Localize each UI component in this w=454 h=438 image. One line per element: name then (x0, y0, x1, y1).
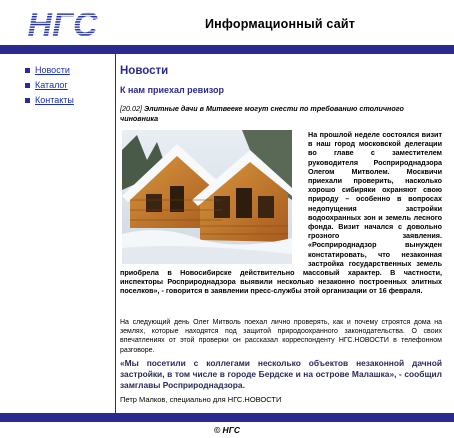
article-byline: Петр Малков, специально для НГС.НОВОСТИ (120, 395, 282, 404)
column-divider (115, 54, 116, 413)
site-title: Информационный сайт (205, 17, 356, 31)
svg-text:НГС: НГС (27, 6, 98, 44)
top-bar (0, 45, 454, 54)
nav-link-news[interactable]: Новости (35, 65, 70, 75)
sidebar-item-catalog (24, 79, 114, 94)
footer-copyright: © НГС (213, 425, 241, 435)
bullet-icon (25, 68, 30, 73)
bullet-icon (25, 98, 30, 103)
ngs-logo[interactable] (27, 3, 98, 44)
bottom-bar (0, 413, 454, 422)
sidebar-item-news (24, 64, 114, 79)
lead-date: [20.02] (120, 104, 142, 113)
lead-text: Элитные дачи в Митвееке могут снести по требованию столичного чиновника (120, 104, 404, 123)
section-title: Новости (120, 65, 169, 77)
nav-link-catalog[interactable]: Каталог (35, 80, 68, 90)
nav-link-contacts[interactable]: Контакты (35, 95, 74, 105)
article-lead (120, 104, 438, 123)
sidebar-item-contacts (24, 94, 114, 109)
bullet-icon (25, 83, 30, 88)
article-title: К нам приехал ревизор (120, 85, 224, 95)
article-paragraph: На следующий день Олег Митволь поехал лично проверять, как и почему строятся дома на землях, которые находятся под защитой природоохранного законодательства. О своих впечатлениях от этой проверки он рассказал корреспонденту НГС.НОВОСТИ в телефонном разговоре. (120, 319, 442, 354)
article-quote: «Мы посетили с коллегами несколько объектов незаконной дачной застройки, в том числе в городе Бердске и на острове Малашка», - сообщил замглавы Росприроднадзора. (120, 358, 442, 390)
site-header (0, 0, 454, 45)
sidebar-nav (24, 64, 114, 109)
article-body-text: На прошлой неделе состоялся визит в наш город московской делегации во главе с заместителем руководителя Росприроднадзора Олегом Митволем. Москвичи приехали проверить, насколько хорошо сибиряки охраняют свою природу – особенно в вопросах недопущения застройки водоохранных зон и земель лесного фонда. Визит начался с довольно грозного заявления. «Росприроднадзор вынужден констатировать, что незаконная застройка государственных земель приобрела в Новосибирске действительно массовый характер. В частности, инспекторы Росприроднадзора выявили несколько незаконно построенных элитных поселков», - говорится в заявлении пресс-службы этой организации от 16 февраля. (120, 130, 442, 296)
house-photo (122, 130, 292, 264)
